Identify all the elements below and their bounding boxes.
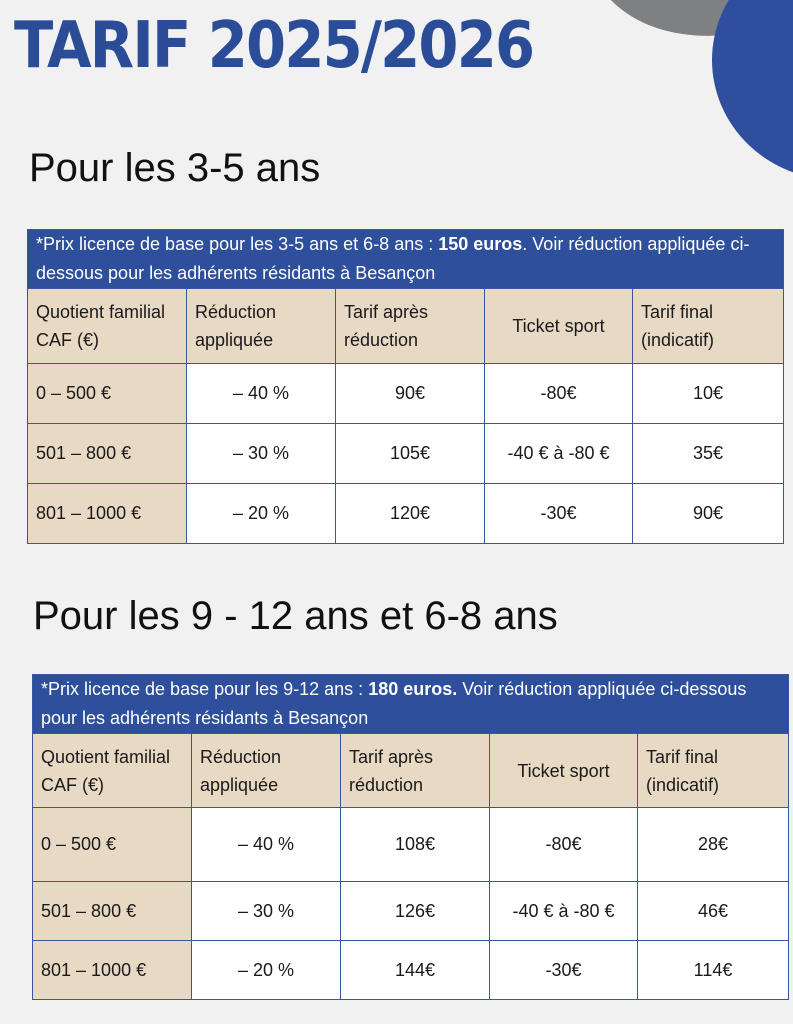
cell-tarif-final: 10€: [633, 364, 784, 424]
table-header-row: [28, 289, 784, 364]
page-title: TARIF 2025/2026: [14, 9, 534, 83]
cell-quotient: 501 – 800 €: [28, 424, 187, 484]
cell-reduction: – 40 %: [187, 364, 336, 424]
tarif-table-9-12-ans: [32, 674, 789, 1000]
column-header-tarif-final: Tarif final (indicatif): [638, 734, 789, 808]
cell-tarif-apres: 108€: [341, 808, 490, 882]
licence-note-row: [28, 230, 784, 289]
cell-ticket-sport: -40 € à -80 €: [490, 882, 638, 941]
cell-tarif-final: 114€: [638, 941, 789, 1000]
cell-reduction: – 20 %: [187, 484, 336, 544]
licence-note: [33, 675, 789, 734]
note-text: *Prix licence de base pour les 9-12 ans :: [41, 679, 369, 699]
cell-reduction: – 20 %: [192, 941, 341, 1000]
section-title-9-12-ans: Pour les 9 - 12 ans et 6-8 ans: [33, 594, 558, 638]
cell-reduction: – 30 %: [192, 882, 341, 941]
licence-note-row: [33, 675, 789, 734]
licence-note: [28, 230, 784, 289]
column-header-ticket-sport: Ticket sport: [485, 289, 633, 364]
note-text: Voir réduction appliquée ci-dessous pour les adhérents résidants à Besançon: [41, 679, 747, 728]
decorative-blue-circle: [712, 0, 793, 180]
column-header-quotient: Quotient familial CAF (€): [33, 734, 192, 808]
cell-tarif-apres: 105€: [336, 424, 485, 484]
cell-tarif-final: 28€: [638, 808, 789, 882]
cell-reduction: – 40 %: [192, 808, 341, 882]
note-price: 180 euros.: [368, 679, 458, 699]
table-row: [28, 364, 784, 424]
cell-tarif-apres: 90€: [336, 364, 485, 424]
cell-tarif-final: 35€: [633, 424, 784, 484]
tarif-table-3-5-ans: [27, 229, 784, 544]
column-header-tarif-apres: Tarif après réduction: [341, 734, 490, 808]
table-row: [33, 941, 789, 1000]
cell-quotient: 0 – 500 €: [33, 808, 192, 882]
cell-tarif-apres: 126€: [341, 882, 490, 941]
cell-quotient: 801 – 1000 €: [33, 941, 192, 1000]
cell-ticket-sport: -80€: [485, 364, 633, 424]
cell-quotient: 801 – 1000 €: [28, 484, 187, 544]
column-header-reduction: Réduction appliquée: [192, 734, 341, 808]
column-header-tarif-final: Tarif final (indicatif): [633, 289, 784, 364]
column-header-quotient: Quotient familial CAF (€): [28, 289, 187, 364]
table-row: [28, 484, 784, 544]
cell-ticket-sport: -80€: [490, 808, 638, 882]
note-text: *Prix licence de base pour les 3-5 ans et 6-8 ans :: [36, 234, 439, 254]
table-header-row: [33, 734, 789, 808]
cell-ticket-sport: -30€: [485, 484, 633, 544]
note-price: 150 euros: [438, 234, 523, 254]
cell-ticket-sport: -40 € à -80 €: [485, 424, 633, 484]
table-row: [33, 882, 789, 941]
cell-ticket-sport: -30€: [490, 941, 638, 1000]
column-header-ticket-sport: Ticket sport: [490, 734, 638, 808]
cell-reduction: – 30 %: [187, 424, 336, 484]
cell-quotient: 501 – 800 €: [33, 882, 192, 941]
table-row: [28, 424, 784, 484]
column-header-tarif-apres: Tarif après réduction: [336, 289, 485, 364]
cell-tarif-apres: 144€: [341, 941, 490, 1000]
cell-tarif-final: 90€: [633, 484, 784, 544]
note-text: . Voir réduction appliquée ci-dessous pour les adhérents résidants à Besançon: [36, 234, 750, 283]
column-header-reduction: Réduction appliquée: [187, 289, 336, 364]
cell-tarif-apres: 120€: [336, 484, 485, 544]
cell-quotient: 0 – 500 €: [28, 364, 187, 424]
section-title-3-5-ans: Pour les 3-5 ans: [29, 146, 321, 190]
table-row: [33, 808, 789, 882]
cell-tarif-final: 46€: [638, 882, 789, 941]
